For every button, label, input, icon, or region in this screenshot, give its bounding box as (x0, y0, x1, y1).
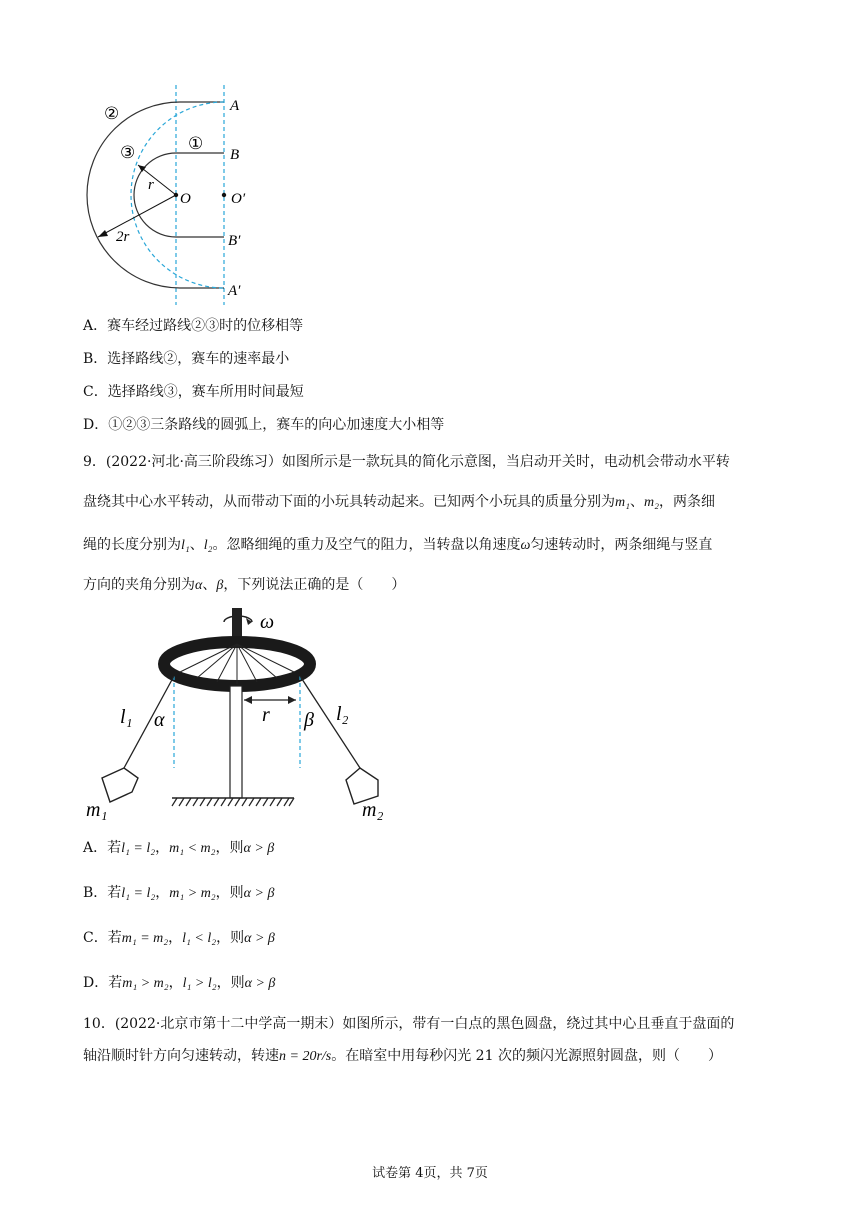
q9-line1: 9．(2022·河北·高三阶段练习）如图所示是一款玩具的简化示意图，当启动开关时，电动机会带动水平转 (83, 454, 730, 470)
q9-sep1: 、 (629, 494, 644, 510)
point-o-label: O (180, 191, 191, 207)
q9-option-c-then: ，则 (216, 930, 245, 946)
point-b-label: B (230, 147, 240, 163)
route2-label: ② (104, 104, 120, 123)
q9-line3 (83, 535, 712, 556)
point-a-prime-label: A′ (228, 283, 241, 299)
q10-line1: 10．(2022·北京市第十二中学高一期末）如图所示，带有一白点的黑色圆盘，绕过其中心且垂直于盘面的 (83, 1016, 735, 1032)
q9-option-b-sep: ， (155, 885, 170, 901)
q9-option-c-result: α > β (244, 931, 275, 946)
q8-option-b: B．选择路线②，赛车的速率最小 (83, 351, 290, 367)
angle-beta-label: β (304, 709, 314, 731)
q9-option-d-then: ，则 (216, 975, 245, 991)
q9-option-c-prefix: C．若 (83, 930, 122, 946)
q10-line2-end: 。在暗室中用每秒闪光 21 次的频闪光源照射圆盘，则（ ） (331, 1048, 722, 1064)
track-routes-figure (80, 85, 270, 310)
q9-line2 (83, 492, 715, 513)
q9-sep3: 、 (202, 577, 217, 593)
q9-m1: m₁ (615, 495, 630, 510)
q9-omega: ω (520, 538, 531, 553)
q9-option-b-cond2: m₁ > m₂ (169, 886, 216, 901)
q9-option-c-sep: ， (168, 930, 183, 946)
mass-m2-label: m₂ (362, 799, 384, 821)
q8-option-c: C．选择路线③，赛车所用时间最短 (83, 384, 304, 400)
q9-option-c-cond1: m₁ = m₂ (121, 931, 169, 946)
point-o-prime-label: O′ (231, 191, 246, 207)
length-l1-label: l₁ (120, 706, 133, 728)
q9-line4 (83, 575, 405, 596)
q9-option-d-sep: ， (168, 975, 183, 991)
q9-line3-tail: 匀速转动时，两条细绳与竖直 (530, 537, 713, 553)
q9-line4-end: ，下列说法正确的是（ ） (223, 577, 406, 593)
q9-l1: l₁ (181, 538, 190, 553)
q9-option-b (83, 883, 274, 904)
q9-option-d-result: α > β (244, 976, 276, 991)
route1-label: ① (188, 134, 204, 153)
q9-option-a (83, 838, 274, 859)
rotating-toy-figure (82, 608, 402, 823)
radius-label: r (262, 704, 270, 726)
q9-option-b-result: α > β (243, 886, 275, 901)
page-footer: 试卷第 4页，共 7页 (372, 1166, 488, 1181)
radius-r-label: r (148, 177, 154, 193)
radius-2r-label: 2r (116, 229, 130, 245)
q9-option-c (83, 928, 275, 949)
q8-option-a: A．赛车经过路线②③时的位移相等 (83, 318, 304, 334)
q9-option-d (83, 973, 275, 994)
q9-option-a-sep: ， (155, 840, 170, 856)
point-b-prime-label: B′ (228, 233, 241, 249)
q9-option-b-prefix: B．若 (83, 885, 122, 901)
omega-label: ω (260, 611, 275, 633)
q9-l2: l₂ (203, 538, 213, 553)
q9-line4-text: 方向的夹角分别为 (83, 577, 195, 593)
q9-option-b-then: ，则 (215, 885, 244, 901)
q9-option-a-cond2: m₁ < m₂ (169, 841, 216, 856)
q9-line3-end: 。忽略细绳的重力及空气的阻力，当转盘以角速度 (212, 537, 521, 553)
length-l2-label: l₂ (336, 703, 349, 725)
q9-line2-end: ，两条细 (658, 494, 715, 510)
angle-alpha-label: α (154, 709, 165, 731)
q10-line2 (83, 1046, 722, 1067)
q9-option-d-prefix: D．若 (83, 975, 123, 991)
q9-option-a-prefix: A．若 (83, 840, 122, 856)
q9-option-a-cond1: l₁ = l₂ (121, 841, 156, 856)
q9-option-b-cond1: l₁ = l₂ (121, 886, 156, 901)
q10-line2-start: 轴沿顺时针方向匀速转动，转速 (83, 1048, 279, 1064)
q9-line2-text: 盘绕其中心水平转动，从而带动下面的小玩具转动起来。已知两个小玩具的质量分别为 (83, 494, 615, 510)
q9-line3-text: 绳的长度分别为 (83, 537, 181, 553)
q9-option-c-cond2: l₁ < l₂ (182, 931, 217, 946)
point-a-label: A (230, 98, 240, 114)
mass-m1-label: m₁ (86, 799, 108, 821)
route3-label: ③ (120, 143, 136, 162)
q9-m2: m₂ (643, 495, 659, 510)
q9-alpha: α (195, 578, 203, 593)
q9-beta: β (216, 578, 224, 593)
q10-speed: n = 20r/s (279, 1049, 332, 1064)
q9-option-a-then: ，则 (215, 840, 244, 856)
q9-sep2: 、 (189, 537, 204, 553)
q8-option-d: D．①②③三条路线的圆弧上，赛车的向心加速度大小相等 (83, 417, 445, 433)
q9-option-d-cond1: m₁ > m₂ (122, 976, 169, 991)
q9-option-d-cond2: l₁ > l₂ (182, 976, 217, 991)
q9-option-a-result: α > β (243, 841, 275, 856)
